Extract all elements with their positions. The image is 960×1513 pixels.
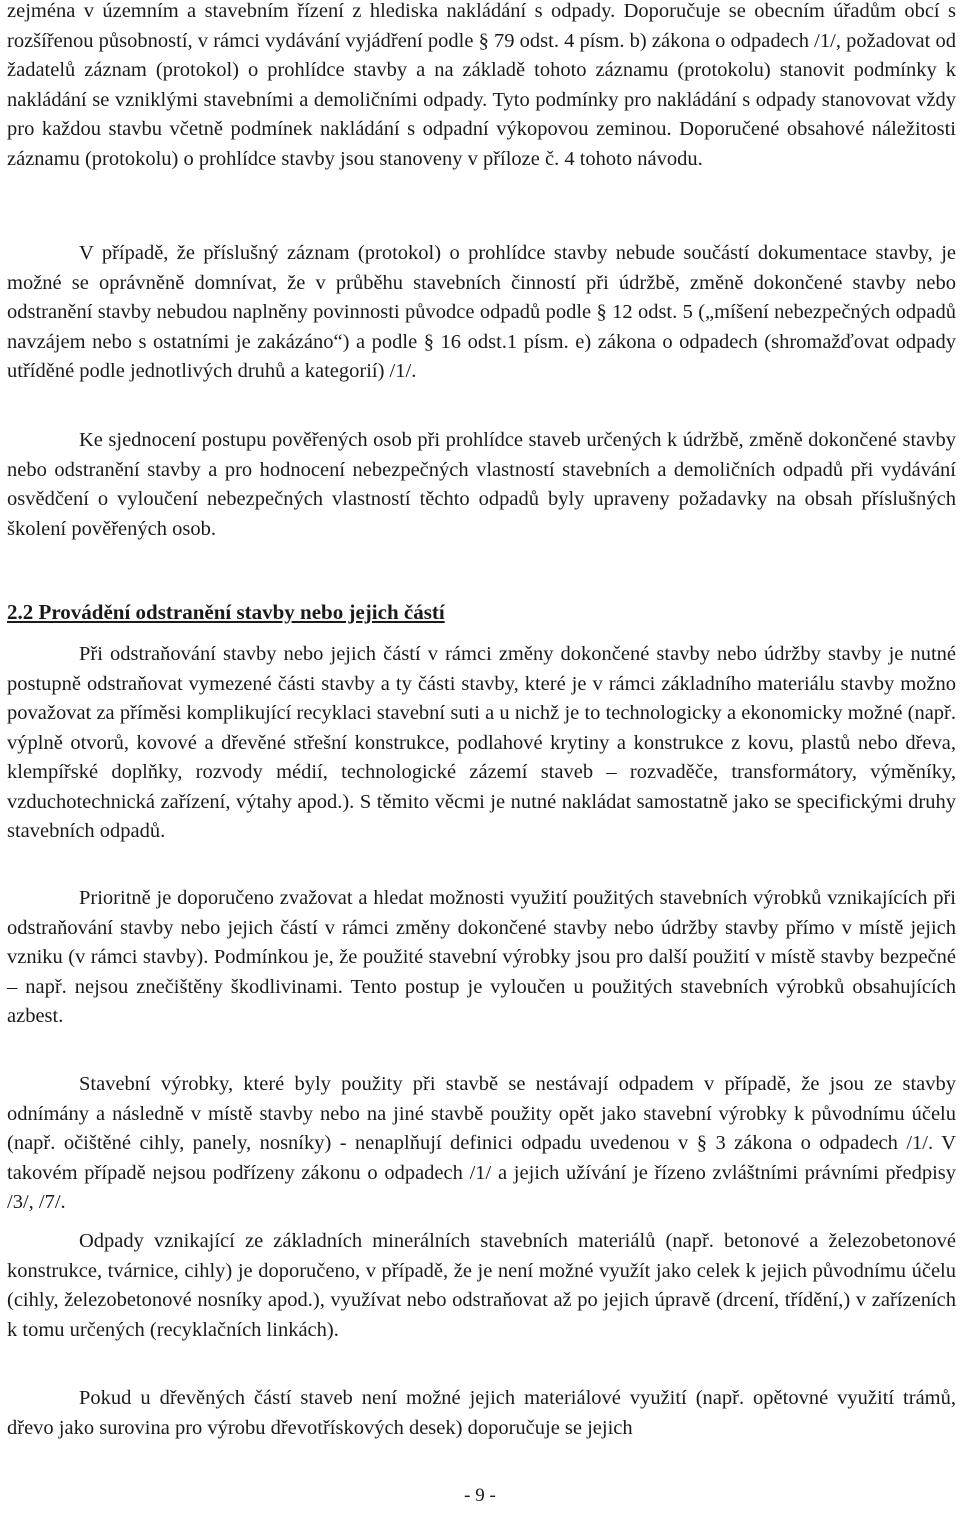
paragraph-wood-parts: Pokud u dřevěných částí staveb není možné jejich materiálové využití (např. opětovné využití trámů, dřevo jako surovina pro výrobu dřevotřískových desek) doporučuje se jejich [7,1387,956,1439]
paragraph-mineral-waste: Odpady vznikající ze základních minerálních stavebních materiálů (např. betonové a železobetonové konstrukce, tvárnice, cihly) je doporučeno, v případě, že je není možné využít jako celek k jejich původnímu účelu (cihly, železobetonové nosníky apod.), využívat nebo odstraňovat až po jejich úpravě (drcení, třídění,) v zařízeních k tomu určených (recyklačních linkách). [7,1230,956,1341]
section-heading: 2.2 Provádění odstranění stavby nebo jejich částí [7,600,445,624]
paragraph-missing-protocol: V případě, že příslušný záznam (protokol) o prohlídce stavby nebude součástí dokumentace stavby, je možné se oprávněně domnívat, že v průběhu stavebních činností při údržbě, změně dokončené stavby nebo odstranění stavby nebudou naplněny povinnosti původce odpadů podle § 12 odst. 5 („míšení nebezpečných odpadů navzájem nebo s ostatními je zakázáno“) a podle § 16 odst.1 písm. e) zákona o odpadech (shromažďovat odpady utříděné podle jednotlivých druhů a kategorií) /1/. [7,242,956,382]
paragraph-training-requirements: Ke sjednocení postupu pověřených osob při prohlídce staveb určených k údržbě, změně dokončené stavby nebo odstranění stavby a pro hodnocení nebezpečných vlastností stavebních a demoličních odpadů při vydávání osvědčení o vyloučení nebezpečných vlastností těchto odpadů byly upraveny požadavky na obsah příslušných školení pověřených osob. [7,429,956,540]
paragraph-reuse-priority: Prioritně je doporučeno zvažovat a hledat možnosti využití použitých stavebních výrobků vznikajících při odstraňování stavby nebo jejich částí v rámci změny dokončené stavby nebo údržby stavby přímo v místě jejich vzniku (v rámci stavby). Podmínkou je, že použité stavební výrobky jsou pro další použití v místě stavby bezpečné – např. nejsou znečištěny škodlivinami. Tento postup je vyloučen u použitých stavebních výrobků obsahujících azbest. [7,887,956,1027]
paragraph-intro-continuation: zejména v územním a stavebním řízení z hlediska nakládání s odpady. Doporučuje se obecním úřadům obcí s rozšířenou působností, v rámci vydávání vyjádření podle § 79 odst. 4 písm. b) zákona o odpadech /1/, požadovat od žadatelů záznam (protokol) o prohlídce stavby a na základě tohoto záznamu (protokolu) stanovit podmínky k nakládání se vzniklými stavebními a demoličními odpady. Tyto podmínky pro nakládání s odpady stanovovat vždy pro každou stavbu včetně podmínek nakládání s odpadní výkopovou zeminou. Doporučené obsahové náležitosti záznamu (protokolu) o prohlídce stavby jsou stanoveny v příloze č. 4 tohoto návodu. [7,0,956,170]
paragraph-demolition-procedure: Při odstraňování stavby nebo jejich částí v rámci změny dokončené stavby nebo údržby stavby je nutné postupně odstraňovat vymezené části stavby a ty části stavby, které je v rámci základního materiálu stavby možno považovat za příměsi komplikující recyklaci stavební suti a u nichž je to technologicky a ekonomicky možné (např. výplně otvorů, kovové a dřevěné střešní konstrukce, podlahové krytiny a konstrukce z kovu, plastů nebo dřeva, klempířské doplňky, rozvody médií, technologické zázemí staveb – rozvaděče, transformátory, výměníky, vzduchotechnická zařízení, výtahy apod.). S těmito věcmi je nutné nakládat samostatně jako se specifickými druhy stavebních odpadů. [7,643,956,842]
page-number: - 9 - [464,1485,496,1506]
paragraph-construction-products: Stavební výrobky, které byly použity při stavbě se nestávají odpadem v případě, že jsou ze stavby odnímány a následně v místě stavby nebo na jiné stavbě použity opět jako stavební výrobky k původnímu účelu (např. očištěné cihly, panely, nosníky) - nenaplňují definici odpadu uvedenou v § 3 zákona o odpadech /1/. V takovém případě nejsou podřízeny zákonu o odpadech /1/ a jejich užívání je řízeno zvláštními právními předpisy /3/, /7/. [7,1073,956,1213]
